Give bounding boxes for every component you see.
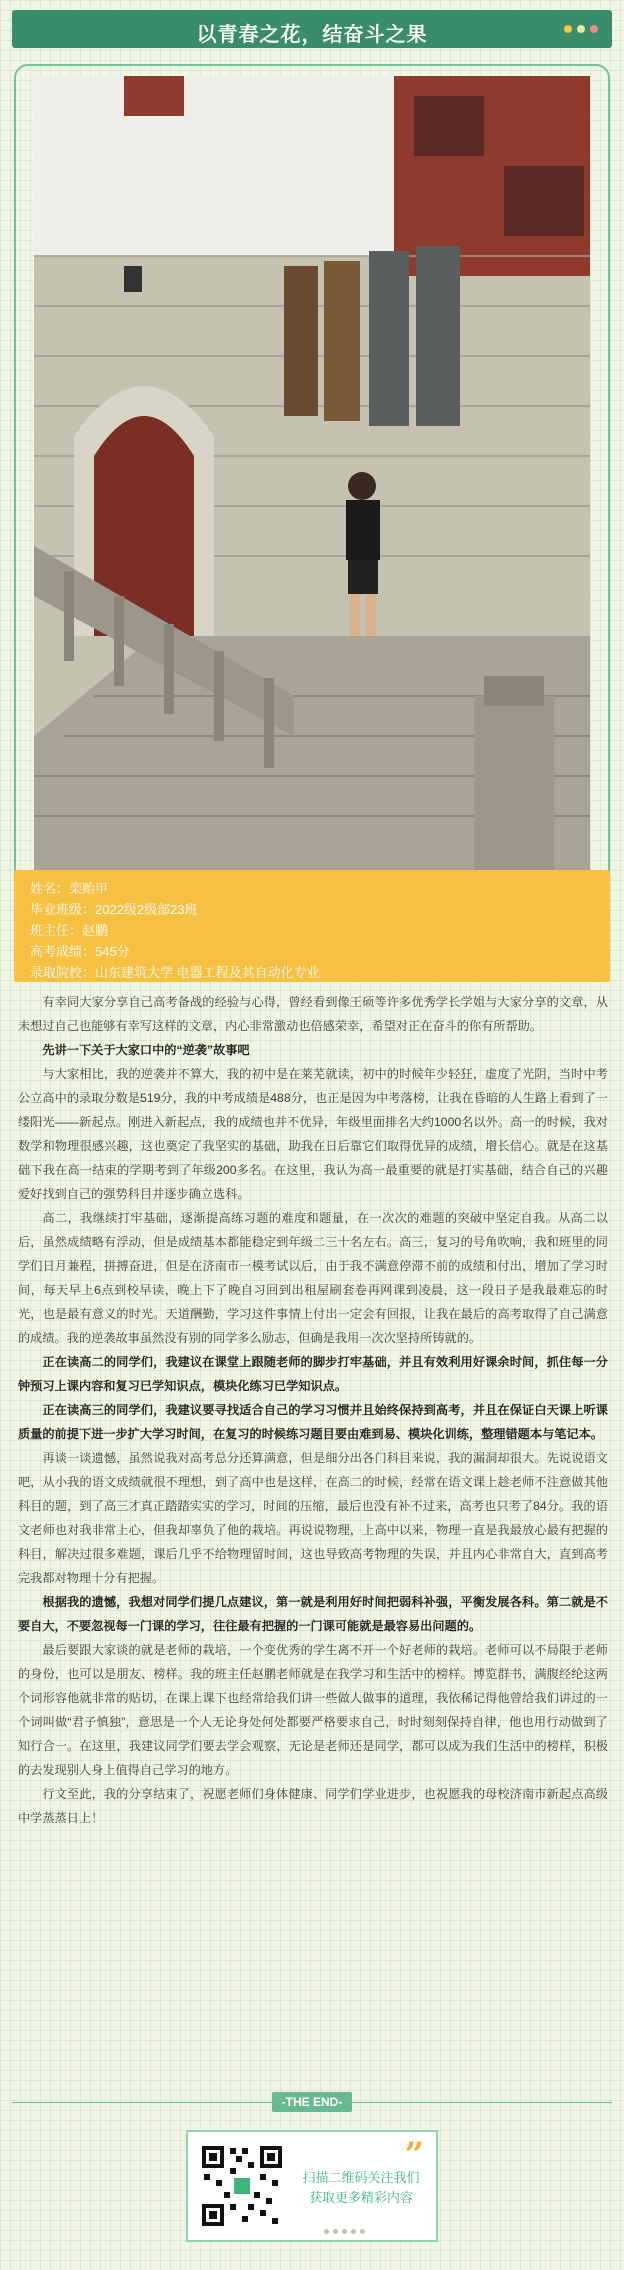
qr-card — [186, 2130, 438, 2242]
article-paragraph: 先讲一下关于大家口中的“逆袭”故事吧 — [42, 1043, 250, 1057]
info-class: 毕业班级：2022级2级部23班 — [30, 902, 198, 917]
article-paragraph: 正在读高三的同学们，我建议要寻找适合自己的学习习惯并且始终保持到高考，并且在保证白天课上听课质量的前提下进一步扩大学习时间，在复习的时候练习题目要由难到易、模块化训练，整理错题本与笔记本。 — [18, 1403, 608, 1441]
info-admission: 录取院校：山东建筑大学 电器工程及其自动化专业 — [30, 965, 320, 980]
qr-caption-line2: 获取更多精彩内容 — [308, 2190, 413, 2205]
info-score: 高考成绩：545分 — [30, 944, 130, 959]
card-dots — [324, 2229, 365, 2234]
end-badge: -THE END- — [272, 2092, 352, 2112]
dot-pale — [577, 25, 585, 33]
article-paragraph: 再谈一谈遗憾，虽然说我对高考总分还算满意，但是细分出各门科目来说，我的漏洞却很大。先说说语文吧，从小我的语文成绩就很不理想，到了高中也是这样，在高二的时候，经常在语文课上趁老师不注意做其他科目的题，到了高三才真正踏踏实实的学习，时间的压缩，最后也没有补不过来，高考也只考了84分。我的语文老师也对我非常上心，但我却辜负了他的栽培。再说说物理，上高中以来，物理一直是我最放心最有把握的科目，解决过很多难题，课后几乎不给物理留时间，这也导致高考物理的失误，并且内心非常自大，直到高考完我都对物理十分有把握。 — [18, 1451, 608, 1585]
dot-icon — [324, 2229, 329, 2234]
photo-illustration — [34, 76, 590, 874]
student-info-box — [14, 870, 610, 982]
page-title: 以青春之花，结奋斗之果 — [196, 24, 428, 46]
end-divider — [0, 2090, 624, 2116]
dot-pink — [590, 25, 598, 33]
student-photo — [34, 76, 590, 874]
info-name: 姓名：栾贻甲 — [30, 881, 109, 896]
article-paragraph: 根据我的遗憾，我想对同学们提几点建议，第一就是利用好时间把弱科补强，平衡发展各科。第二就是不要自大，不要忽视每一门课的学习，往往最有把握的一门课可能就是最容易出问题的。 — [18, 1595, 608, 1633]
article-paragraph: 有幸同大家分享自己高考备战的经验与心得，曾经看到像王硕等许多优秀学长学姐与大家分享的文章，从未想过自己也能够有幸写这样的文章，内心非常激动也倍感荣幸，希望对正在奋斗的你有所帮助。 — [18, 995, 608, 1033]
qr-code-icon — [198, 2142, 286, 2230]
dot-icon — [360, 2229, 365, 2234]
article-paragraph: 高二，我继续打牢基础，逐渐提高练习题的难度和题量，在一次次的难题的突破中坚定自我。从高二以后，虽然成绩略有浮动，但是成绩基本都能稳定到年级二三十名左右。高三，复习的号角吹响，我和班里的同学们日月兼程，拼搏奋进，但是在济南市一模考试以后，由于我不满意停滞不前的成绩和付出，增加了学习时间，每天早上6点到校早读，晚上下了晚自习回到出租屋刷套卷再网课到凌晨，这一段日子是我最难忘的时光，也是最有意义的时光。天道酬勤，学习这件事情上付出一定会有回报，让我在最后的高考取得了自己满意的成绩。我的逆袭故事虽然没有别的同学多么励志，但确是我用一次次坚持所铸就的。 — [18, 1211, 608, 1345]
dot-icon — [333, 2229, 338, 2234]
article-body — [18, 990, 608, 1830]
article-paragraph: 最后要跟大家谈的就是老师的栽培，一个变优秀的学生离不开一个好老师的栽培。老师可以不局限于老师的身份，也可以是朋友、榜样。我的班主任赵鹏老师就是在我学习和生活中的榜样。博览群书，满腹经纶这两个词形容他就非常的贴切，在课上课下也经常给我们讲一些做人做事的道理，我依稀记得他曾给我们讲过的一个词叫做“君子慎独”，意思是一个人无论身处何处都要严格要求自己，时时刻刻保持自律，他也用行动做到了知行合一。在这里，我建议同学们要去学会观察，无论是老师还是同学，都可以成为我们生活中的榜样，积极的去发现别人身上值得自己学习的地方。 — [18, 1643, 608, 1777]
dot-icon — [351, 2229, 356, 2234]
photo-frame — [14, 64, 610, 884]
quote-icon: ” — [404, 2135, 424, 2175]
article-paragraph: 正在读高二的同学们，我建议在课堂上跟随老师的脚步打牢基础，并且有效利用好课余时间，抓住每一分钟预习上课内容和复习已学知识点，模块化练习已学知识点。 — [18, 1355, 608, 1393]
info-teacher: 班主任：赵鹏 — [30, 923, 109, 938]
article-paragraph: 与大家相比，我的逆袭并不算大，我的初中是在莱芜就读，初中的时候年少轻狂，虚度了光阴，当时中考公立高中的录取分数是519分，我的中考成绩是488分，也正是因为中考落榜，让我在昏暗的人生路上看到了一缕阳光——新起点。刚进入新起点，我的成绩也并不优异，年级里面排名大约1000名以外。高一的时候，我对数学和物理很感兴趣，这也奠定了我坚实的基础，助我在日后靠它们取得优异的成绩，增长信心。就是在这基础下我在高一结束的学期考到了年级200多名。在这里，我认为高一最重要的就是打实基础，结合自己的兴趣爱好找到自己的强势科目并逐步确立选科。 — [18, 1067, 608, 1201]
dot-yellow — [564, 25, 572, 33]
qr-caption-line1: 扫描二维码关注我们 — [302, 2170, 420, 2185]
title-dots — [564, 25, 598, 33]
article-paragraph: 行文至此，我的分享结束了，祝愿老师们身体健康、同学们学业进步，也祝愿我的母校济南市新起点高级中学蒸蒸日上！ — [18, 1787, 608, 1825]
title-bar — [12, 10, 612, 48]
dot-icon — [342, 2229, 347, 2234]
qr-code[interactable] — [198, 2142, 286, 2230]
